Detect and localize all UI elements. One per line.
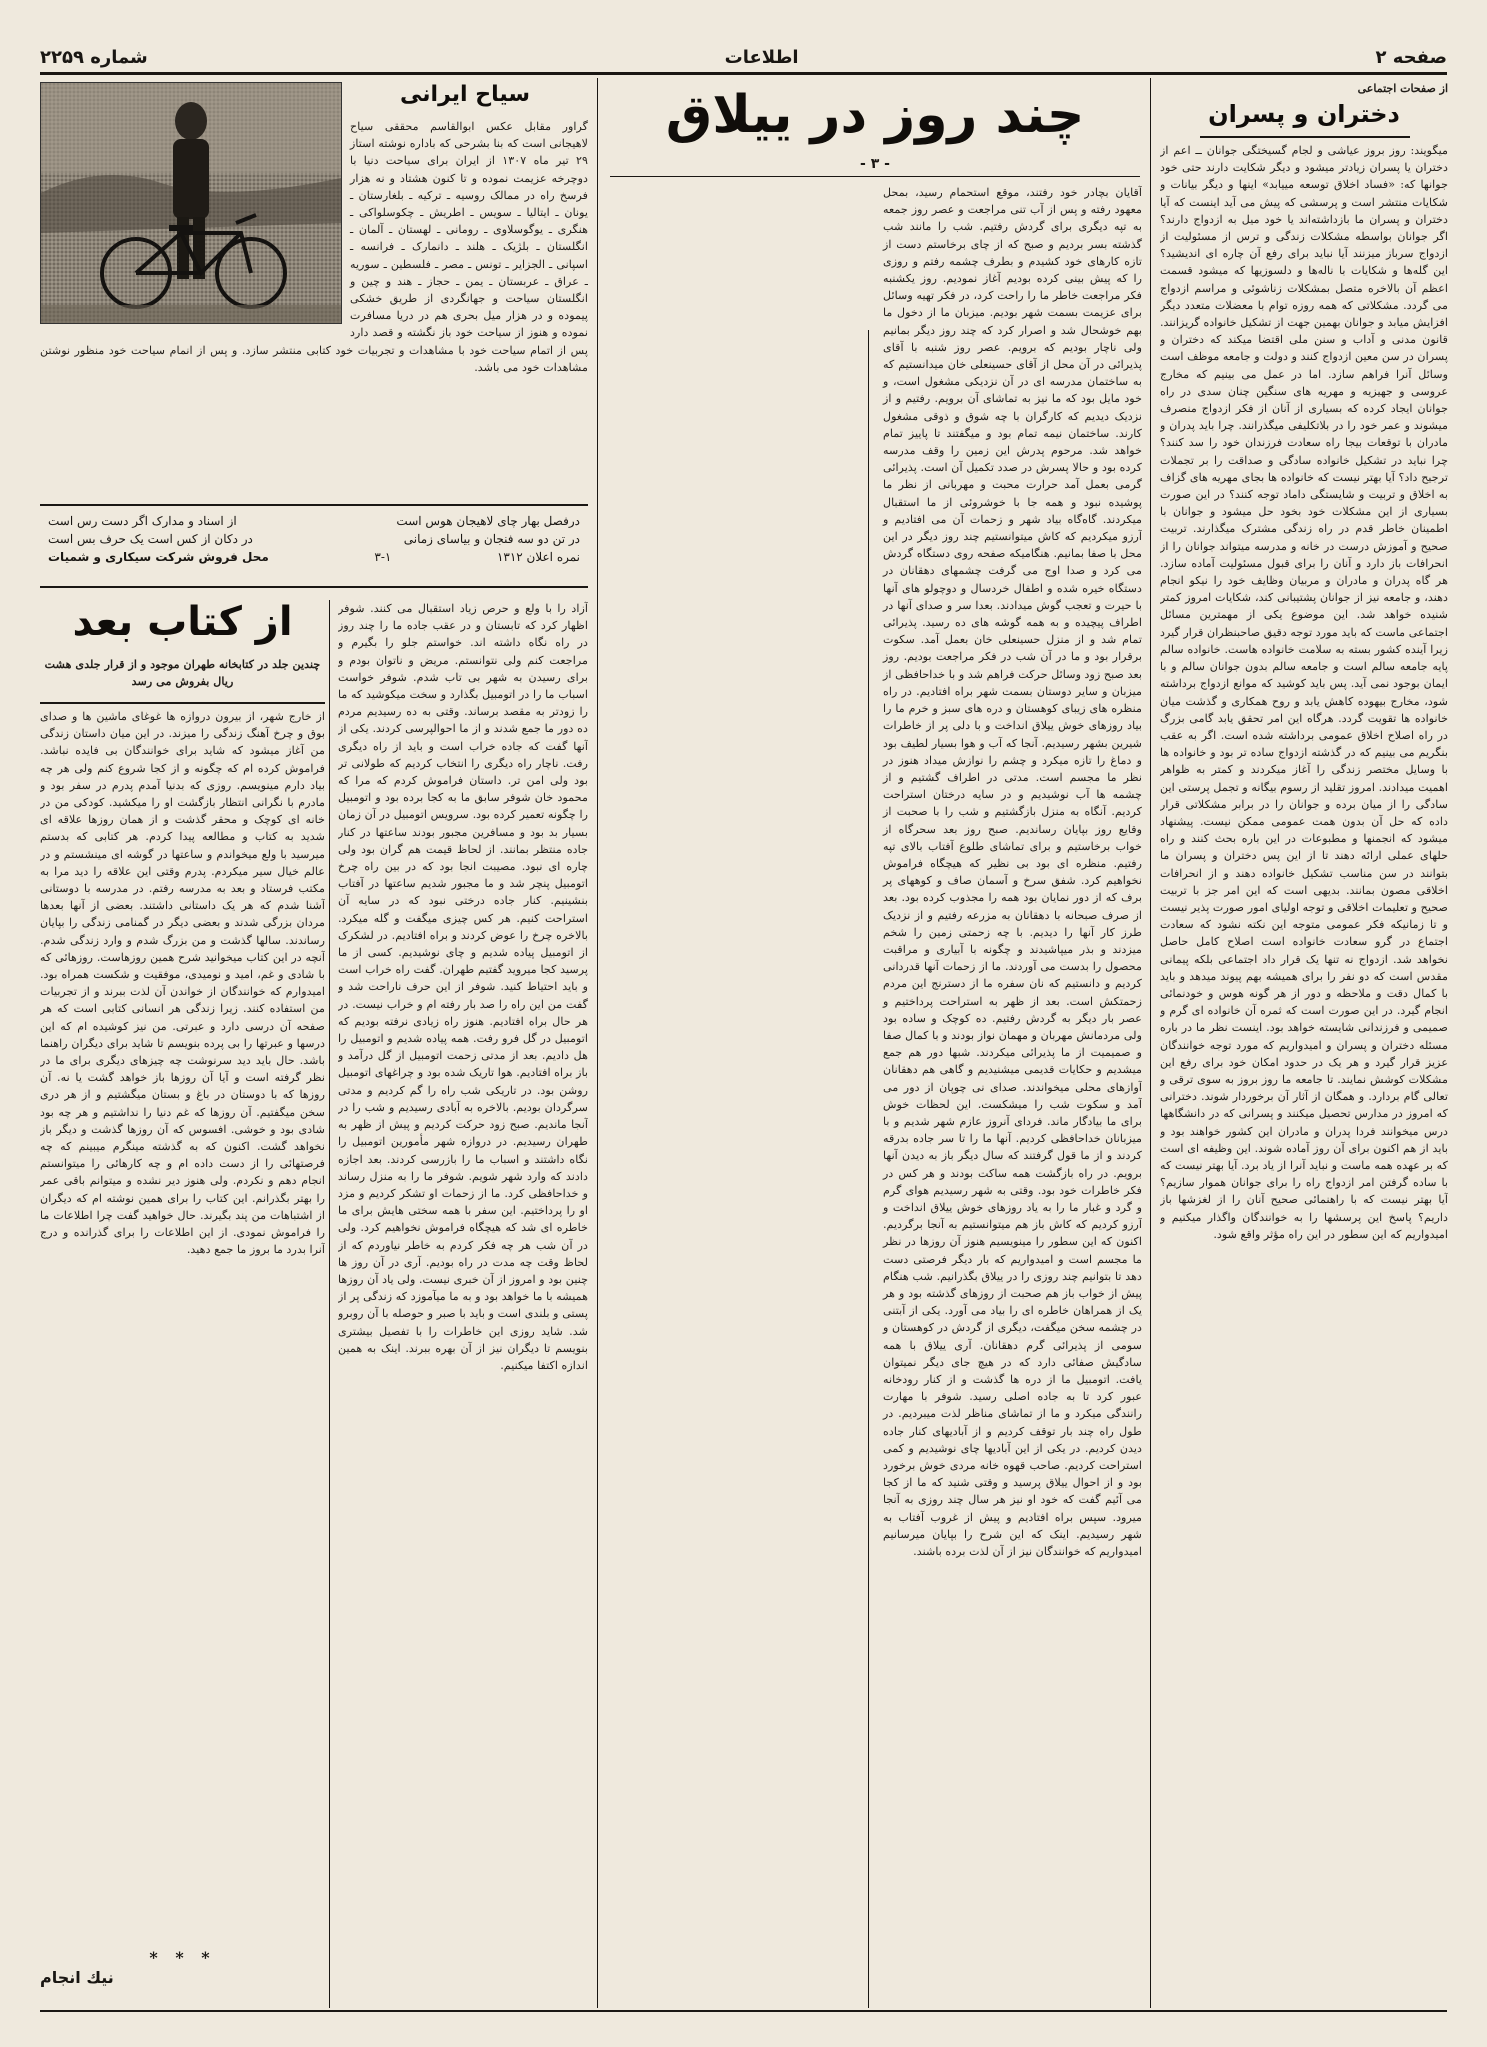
ad-number: ۳-۱	[374, 550, 392, 564]
article-headline: دختران و پسران	[1208, 100, 1400, 128]
article-text: آزاد را با ولع و حرص زیاد استقبال می کنند. شوفر اظهار کرد که تابستان و در عقب جاده ما را چند روز در راه نگاه داشته اند. خواستم جلو را بگیرم و مراجعت کنم ولی نتوانستم. مریض و ناتوان بودم و برای رسیدن به شهر بی تاب شدم. شوفر خواست اسباب ما را در اتومبیل بگذارد و سخت میکوشید که ما را زودتر به مقصد برساند. وقتی به ده رسیدیم مردم ده دور ما جمع شدند و از ما احوالپرسی کردند. یکی از آنها گفت که جاده خراب است و باید از راه دیگری رفت. ناچار راه دیگری را انتخاب کردیم که طولانی تر بود ولی امن تر. داستان فراموش کردم که مرا که محمود خان شوفر سابق ما به کجا برده بود و اتومبیل را چگونه تعمیر کرده بود. سرویس اتومبیل در آن زمان بسیار بد بود و مسافرین مجبور بودند ساعتها در کنار جاده منتظر بمانند. از لحاظ قیمت هم گران بود ولی چاره ای نبود. مصیبت انجا بود که در بین راه چرخ اتومبیل پنچر شد و ما مجبور شدیم ساعتها در آفتاب بنشینیم. کنار جاده درختی نبود که در سایه آن استراحت کنیم. هر کس چیزی میگفت و گله میکرد. بالاخره چرخ را عوض کردند و براه افتادیم. در لشکرک از اتومبیل پیاده شدیم و چای نوشیدیم. کسی از ما پرسید کجا میروید گفتیم طهران. گفت راه خراب است و باید احتیاط کنید. شوفر از این حرف ناراحت شد و گفت من این راه را صد بار رفته ام و خراب نیست. در هر حال براه افتادیم. هنوز راه زیادی نرفته بودیم که اتومبیل در گل فرو رفت. همه پیاده شدیم و اتومبیل را هل دادیم. بعد از مدتی زحمت اتومبیل از گل درآمد و باز براه افتادیم. هوا تاریک شده بود و چراغهای اتومبیل روشن بود. در تاریکی شب راه را گم کردیم و مدتی سرگردان بودیم. بالاخره به آبادی رسیدیم و شب را در آنجا ماندیم. صبح زود حرکت کردیم و پیش از ظهر به طهران رسیدیم. در دروازه شهر مأمورین اتومبیل را نگاه داشتند و اسباب ما را بازرسی کردند. بعد اجازه دادند که وارد شهر شویم. شوفر ما را به منزل رساند و خداحافظی کرد. ما از زحمات او تشکر کردیم و مزد او را پرداختیم. این سفر با همه سختی هایش برای ما خاطره ای شد که هیچگاه فراموش نخواهیم کرد. ولی در آن شب هر چه فکر کردم به خاطر نیاوردم که از لحاظ وقت چه مدت در راه بودیم. آری در آن روز ها چنین بود و امروز از آن خبری نیست. ولی یاد آن روزها همیشه با ما خواهد بود و به ما میآموزد که زندگی پر از پستی و بلندی است و باید با صبر و حوصله با آن روبرو شد. شاید روزی این خاطرات را با تفصیل بیشتری بنویسم تا دیگران نیز از آن بهره ببرند. اینک به همین اندازه اکتفا میکنیم.	[338, 602, 588, 1372]
header-rule	[40, 72, 1447, 75]
column-divider	[329, 600, 330, 2008]
column-kicker: از صفحات اجتماعی	[1357, 82, 1448, 95]
article-headline: چند روز در ییلاق	[665, 85, 1085, 145]
masthead-name: اطلاعات	[724, 46, 799, 68]
column-divider	[1150, 78, 1151, 2008]
article-body	[40, 708, 325, 1938]
ad-line: در دکان از کس است یک حرف بس است	[48, 532, 253, 546]
section-separator: * * *	[149, 1948, 216, 1967]
headline-rule	[1200, 136, 1410, 138]
column-divider	[597, 78, 598, 2008]
photo-caption	[40, 118, 588, 494]
ad-line: درفصل بهار چای لاهیجان هوس است	[396, 514, 580, 528]
page-number: صفحه ۲	[1375, 46, 1447, 68]
article-text: میگویند: روز بروز عیاشی و لجام گسیختگی جوانان ــ اعم از دختران یا پسران زیادتر میشود و دیگر شکایت دارند حتی خود جوانها که: «فساد اخلاق توسعه مییابد» اینها و دیگر بیانات و شکایات منتشر است و پرسشی که پیش می آید اینست که آیا دختران و پسران ما بازداشته‌اند یا خود میل به ازدواج دارند؟ اگر جوانان بواسطه مشکلات زندگی و ترس از مسئولیت از ازدواج سرباز میزنند آیا نباید برای رفع آن چاره ای اندیشید؟ این گله‌ها و شکایات با ناله‌ها و دلسوزیها که میشود قسمت اعظم آن بالاخره متصل بمشکلات زناشوئی و مراسم ازدواج می گردد. مشکلاتی که همه روزه توام با معضلات متعدد دیگر افزایش میابد و جوانان بهمین جهت از تشکیل خانواده گریزانند. قانون مدنی و آداب و سنن ملی اقتضا میکند که دختران و پسران در سن معین ازدواج کنند و دولت و جامعه موظف است وسائل آنرا فراهم سازد. اما در عمل می بینیم که مخارج عروسی و جهیزیه و مهریه های سنگین چنان سدی در راه جوانان ایجاد کرده که بسیاری از آنان از فکر ازدواج منصرف میشوند و عمر خود را در بلاتکلیفی میگذرانند. چرا باید پدران و مادران با توقعات بیجا راه سعادت فرزندان خود را سد کنند؟ چرا نباید در تشکیل خانواده سادگی و صداقت را بر تجملات ترجیح داد؟ آیا بهتر نیست که خانواده ها بجای مهریه های گزاف به اخلاق و تربیت و شایستگی داماد توجه کنند؟ در این صورت بسیاری از این مشکلات خود بخود حل میشود و جوانان با اطمینان خاطر قدم در راه زندگی مشترک میگذارند. تربیت صحیح و آموزش درست در خانه و مدرسه میتواند جوانان را از انحرافات باز دارد و آنان را برای قبول مسئولیت آماده سازد. هر گاه پدران و مادران و مربیان وظایف خود را نیکو انجام دهند، و جامعه نیز از جوانان پشتیبانی کند، شکایات امروز کمتر شنیده خواهد شد. این موضوع یکی از مهمترین مسائل اجتماعی ماست که باید مورد توجه دقیق صاحبنظران قرار گیرد زیرا آینده کشور بسته به سلامت خانواده هاست. خانواده سالم پایه جامعه سالم است و جامعه سالم بدون جوانان سالم و با ایمان بوجود نمی آید. پس باید کوشید که موانع ازدواج برداشته شود، مخارج بیهوده کاهش یابد و روح همکاری و گذشت میان خانواده ها تقویت گردد. هرگاه این امر تحقق یابد گامی بزرگ در راه اصلاح اخلاق عمومی برداشته شده است. اگر به عقب بنگریم می بینیم که در گذشته ازدواج ساده تر بود و خانواده ها با وسایل مختصر زندگی را آغاز میکردند و کمتر به ظواهر اهمیت میدادند. امروز تقلید از رسوم بیگانه و تجمل پرستی این سادگی را از میان برده و جوانان را در برابر مشکلاتی قرار داده که حل آن بدون همت عمومی ممکن نیست. پیشنهاد میشود که انجمنها و مطبوعات در این باره بحث کنند و راه حلهای عملی ارائه دهند تا از این پس دختران و پسران ما بتوانند در سن مناسب تشکیل خانواده دهند و از انحرافات اخلاقی مصون بمانند. بدیهی است که این امر جز با تربیت صحیح و تعلیمات اخلاقی و توجه اولیای امور صورت پذیر نیست و تا زمانیکه فکر عمومی متوجه این نکته نشود که سعادت اجتماع در گرو سعادت خانواده است اصلاح کامل حاصل نخواهد شد. ازدواج نه تنها یک قرار داد اجتماعی بلکه پیمانی مقدس است که دو نفر را برای همیشه بهم پیوند میدهد و باید با کمال دقت و ملاحظه و دور از هر گونه هوس و خودنمائی انجام گیرد. در این صورت است که ثمره آن خانواده ای گرم و صمیمی و فرزندانی شایسته خواهد بود. اینست نظر ما در باره مسئله دختران و پسران و امیدواریم که مورد توجه خوانندگان عزیز قرار گیرد و هر یک در حدود امکان خود برای رفع این مشکلات کوشش نمایند. تا جامعه ما روز بروز به سوی ترقی و تعالی گام بردارد. و همگان از آثار آن برخوردار شوند. دخترانی که امروز در مدارس تحصیل میکنند و پسرانی که در دانشگاهها درس میخوانند فردا پدران و مادران این کشور خواهند بود و باید از هم اکنون برای آن روز آماده شوند. این وظیفه ای است که بر عهده همه ماست و نباید آنرا از یاد برد. آیا بهتر نیست که با ساده گرفتن امر ازدواج راه را برای جوانان هموار سازیم؟ آیا بهتر نیست که با راهنمائی صحیح آنان را از لغزشها باز داریم؟ پاسخ این پرسشها را به خوانندگان واگذار میکنیم و امیدواریم که این سطور در این راه مؤثر واقع شود.	[1160, 144, 1448, 1241]
article-body	[1160, 142, 1448, 2008]
author-signature: نیك انجام	[40, 1968, 114, 1987]
article-text: از خارج شهر، از بیرون دروازه ها غوغای ماشین ها و صدای بوق و چرخ آهنگ زندگی را میزند. در این میان داستان زندگی من آغاز میشود که شاید برای خوانندگان بی فایده نباشد. فراموش کرده ام که چگونه و از کجا شروع کنم ولی هر چه بیاد دارم مینویسم. روزی که بدنیا آمدم پدرم در سفر بود و مادرم با نگرانی انتظار بازگشت او را میکشید. کودکی من در خانه ای کوچک و محقر گذشت و از همان روزها علاقه ای شدید به کتاب و مطالعه پیدا کردم. هر کتابی که بدستم میرسید با ولع میخواندم و ساعتها در گوشه ای مینشستم و در عالم خیال سیر میکردم. پدرم وقتی این علاقه را دید مرا به مکتب فرستاد و بعد به مدرسه رفتم. در مدرسه با دوستانی آشنا شدم که هر یک داستانی داشتند. بعضی از آنها بعدها مردان بزرگی شدند و بعضی دیگر در گمنامی زندگی را بپایان رساندند. سالها گذشت و من بزرگ شدم و وارد زندگی شدم. آنچه در این کتاب میخوانید شرح همین روزهاست. روزهائی که با شادی و غم، امید و نومیدی، موفقیت و شکست همراه بود. امیدوارم که خوانندگان از خواندن آن لذت ببرند و از تجربیات من استفاده کنند. زیرا زندگی هر انسانی کتابی است که هر صفحه آن درسی دارد و عبرتی. من نیز کوشیده ام که این درسها و عبرتها را بی پرده بنویسم تا شاید برای دیگران راهنما باشد. حال باید دید سرنوشت چه چیزهای دیگری برای ما در نظر گرفته است و آیا آن روزها باز خواهد گشت یا نه. آن روزها که با دوستان در باغ و بستان میگشتیم و از هر دری سخن میگفتیم. آن روزها که غم دنیا را نداشتیم و هر چه بود شادی بود و خوشی. افسوس که آن روزها گذشت و دیگر باز نخواهد گشت. اکنون که به گذشته مینگرم میبینم که چه فرصتهائی را از دست داده ام و چه کارهائی را میتوانستم انجام دهم و نکردم. ولی هنوز دیر نشده و میتوانم باقی عمر را بهتر بگذرانم. این کتاب را برای همین نوشته ام که دیگران از اشتباهات من پند بگیرند. حال خواهید گفت چرا اطلاعات ما را فراموش نمودی. از این اطلاعات را برای گذرانده و درج آنرا بدرد ما بروز ما جمع دهید.	[40, 710, 325, 1257]
headline-rule	[610, 176, 1140, 177]
running-header	[40, 44, 1447, 70]
article-text: آقایان بچادر خود رفتند، موقع استحمام رسید، بمحل معهود رفته و پس از آب تنی مراجعت و عصر روز جمعه به تپه دیگری برای گردش رفتیم. شب را مانند شب گذشته بسر بردیم و صبح که از چای برخاستم دست از تازه کارهای خود کشیدم و بطرف چشمه رفتم و روزی را که پیش بینی کرده بودیم آغاز نمودیم. روز یکشنبه فکر مراجعت خاطر ما را راحت کرد، در فکر تهیه وسائل برای عزیمت بسمت شهر بودیم. میزبان ما از دخول ما بهم خوشحال شد و اصرار کرد که چند روز دیگر بمانیم ولی ناچار بودیم که برویم. عصر روز شنبه با آقای پذیرائی در آن محل از آقای حسینعلی خان میدانستیم که به ساختمان مدرسه ای در آن نزدیکی مشغول است، و خود مایل بود که ما نیز به تماشای آن برویم. رفتیم و از نزدیک دیدیم که کارگران با چه شوق و ذوقی مشغول کارند. ساختمان نیمه تمام بود و میگفتند تا پاییز تمام خواهد شد. مرحوم پدرش این زمین را وقف مدرسه کرده بود و حالا پسرش در صدد تکمیل آن است. پذیرائی گرمی بعمل آمد حرارت محبت و مهربانی از نظر ما پوشیده نبود و همه جا با خوشروئی از ما استقبال میکردند. گاه‌گاه بیاد شهر و زحمات آن می افتادیم و آرزو میکردیم که کاش میتوانستیم چند روز دیگر در این محل با صفا بمانیم. هنگامیکه صفحه روی دستگاه گردش می کرد و صدا اوج می گرفت چشمهای دهقانان در دستگاه خیره شده و اطفال خردسال و دوچولو های آنها با حیرت و تعجب گوش میدادند. بعدا سر و صدای آنها در اطراف پیچیده و به همه گوشه های ده رسید. پذیرائی تمام شد و از منزل حسینعلی خان بعمل آمد. سکوت برقرار بود و ما در آن شب در فکر مراجعت بودیم. روز بعد صبح زود وسائل حرکت فراهم شد و با خداحافظی از میزبان و سایر دوستان بسمت شهر براه افتادیم. در راه منظره های زیبای کوهستان و دره های سبز و خرم ما را بیاد روزهای خوش ییلاق انداخت و با دلی پر از خاطرات شیرین بشهر رسیدیم. آنجا که آب و هوا بسیار لطیف بود و دماغ را تازه میکرد و چشم را نوازش میداد هنوز در نظر ما مجسم است. مدتی در اطراف گشتیم و از چشمه ها آب نوشیدیم و در سایه درختان استراحت کردیم. آنگاه به منزل بازگشتیم و شب را با صحبت از وقایع روز بپایان رساندیم. صبح روز بعد سحرگاه از خواب برخاستیم و برای تماشای طلوع آفتاب بالای تپه رفتیم. منظره ای بود بی نظیر که هیچگاه فراموش نخواهیم کرد. شفق سرخ و آسمان صاف و کوههای پر برف که از دور نمایان بود همه را مجذوب کرده بود. بعد از صرف صبحانه با دهقانان به مزرعه رفتیم و از نزدیک طرز کار آنها را دیدیم. با چه زحمتی زمین را شخم میزدند و بذر میپاشیدند و چگونه با آبیاری و مراقبت محصول را بدست می آوردند. ما از زحمات آنها قدردانی کردیم و دانستیم که نان سفره ما از دسترنج این مردم زحمتکش است. بعد از ظهر به استراحت پرداختیم و عصر بار دیگر به گردش رفتیم. ده کوچک و ساده بود ولی مردمانش مهربان و مهمان نواز بودند و با کمال صفا و صمیمیت از ما پذیرائی میکردند. شبها دور هم جمع میشدیم و حکایات قدیمی میشنیدیم و گاهی هم دهقانان آوازهای محلی میخواندند. صدای نی چوپان از دور می آمد و سکوت شب را میشکست. این لحظات خوش برای ما بیادگار ماند. فردای آنروز عازم شهر شدیم و با میزبانان خداحافظی کردیم. آنها ما را تا سر جاده بدرقه کردند و از ما قول گرفتند که سال دیگر باز به دیدن آنها برویم. در راه بازگشت همه ساکت بودند و هر کس در فکر خاطرات خود بود. وقتی به شهر رسیدیم هوای گرم و گرد و غبار ما را به یاد روزهای خوش ییلاق انداخت و آرزو کردیم که کاش باز هم میتوانستیم به آنجا برگردیم. اکنون که این سطور را مینویسیم هنوز آن روزها در نظر ما مجسم است و امیدواریم که بار دیگر فرصتی دست دهد تا بتوانیم چند روزی را در ییلاق بگذرانیم. شب هنگام پیش از خواب باز هم صحبت از روزهای گذشته بود و هر یک از همراهان خاطره ای را بیاد می آورد. یکی از آبتنی در چشمه سخن میگفت، دیگری از گردش در کوهستان و سومی از پذیرائی گرم دهقانان. آری ییلاق با همه سادگیش صفائی دارد که در هیچ جای دیگر نمیتوان یافت. اتومبیل ما از دره ها گذشت و از کنار رودخانه عبور کرد تا به جاده اصلی رسید. شوفر با مهارت رانندگی میکرد و ما از تماشای مناظر لذت میبردیم. در طول راه چند بار توقف کردیم و از آبادیهای کنار جاده دیدن کردیم. در یکی از این آبادیها چای نوشیدیم و کمی استراحت کردیم. صاحب قهوه خانه مردی خوش برخورد بود و از احوال ییلاق پرسید و وقتی شنید که ما از کجا می آئیم گفت که خود او نیز هر سال چند روزی به آنجا میرود. سپس براه افتادیم و پیش از غروب آفتاب به شهر رسیدیم. اینک که این شرح را بپایان میرسانیم امیدواریم که خوانندگان نیز از آن لذت برده باشند.	[883, 186, 1142, 1559]
issue-number: شماره ۲۲۵۹	[40, 46, 148, 68]
article-body	[608, 184, 1142, 2008]
article-body	[338, 600, 588, 2008]
tea-advertisement	[40, 504, 588, 588]
ad-line: از اسناد و مدارک اگر دست رس است	[48, 514, 237, 528]
ad-line: محل فروش شرکت سیکاری و شمیات	[48, 550, 269, 564]
article-headline: از کتاب بعد	[72, 599, 293, 645]
caption-text: گراور مقابل عکس ابوالقاسم محققی سیاح لاهیجانی است که بنا بشرحی که باداره نوشته استاز ۲۹ تیر ماه ۱۳۰۷ از ایران برای سیاحت دنیا با دوچرخه عزیمت نموده و تا کنون هشتاد و نه هزار فرسخ راه در ممالک روسیه ـ ترکیه ـ بلغارستان ـ یونان ـ ایتالیا ـ سویس ـ اطریش ـ چکوسلواکی ـ هنگری ـ یوگوسلاوی ـ رومانی ـ لهستان ـ آلمان ـ انگلستان ـ بلژیک ـ هلند ـ دانمارک ـ فرانسه ـ اسپانی ـ الجزایر ـ تونس ـ مصر ـ فلسطین ـ سوریه ـ عراق ـ عربستان ـ یمن ـ حجاز ـ هند و چین و انگلستان سیاحت و جهانگردی از طریق خشکی پیموده و در هزار میل بحری هم در دریا مسافرت نموده و هنوز از سیاحت خود باز نگشته و قصد دارد پس از اتمام سیاحت خود با مشاهدات و تجربیات خود کتابی منتشر سازد. و پس از انمام سیاحت خود منظور نوشتن مشاهدات خود می باشد.	[40, 120, 588, 374]
footer-rule	[40, 2010, 1447, 2012]
section-rule	[40, 702, 325, 704]
photo-spacer	[40, 118, 350, 328]
book-intro: چندین جلد در کتابخانه طهران موجود و از قرار جلدی هشت ریال بفروش می رسد	[44, 657, 321, 689]
article-part-number: - ۳ -	[860, 156, 890, 172]
ad-line: در تن دو سه فنجان و بیاسای زمانی	[403, 532, 580, 546]
ad-line: نمره‌ اعلان ۱۳۱۲	[496, 550, 580, 564]
article-headline: سیاح ایرانی	[400, 82, 530, 107]
